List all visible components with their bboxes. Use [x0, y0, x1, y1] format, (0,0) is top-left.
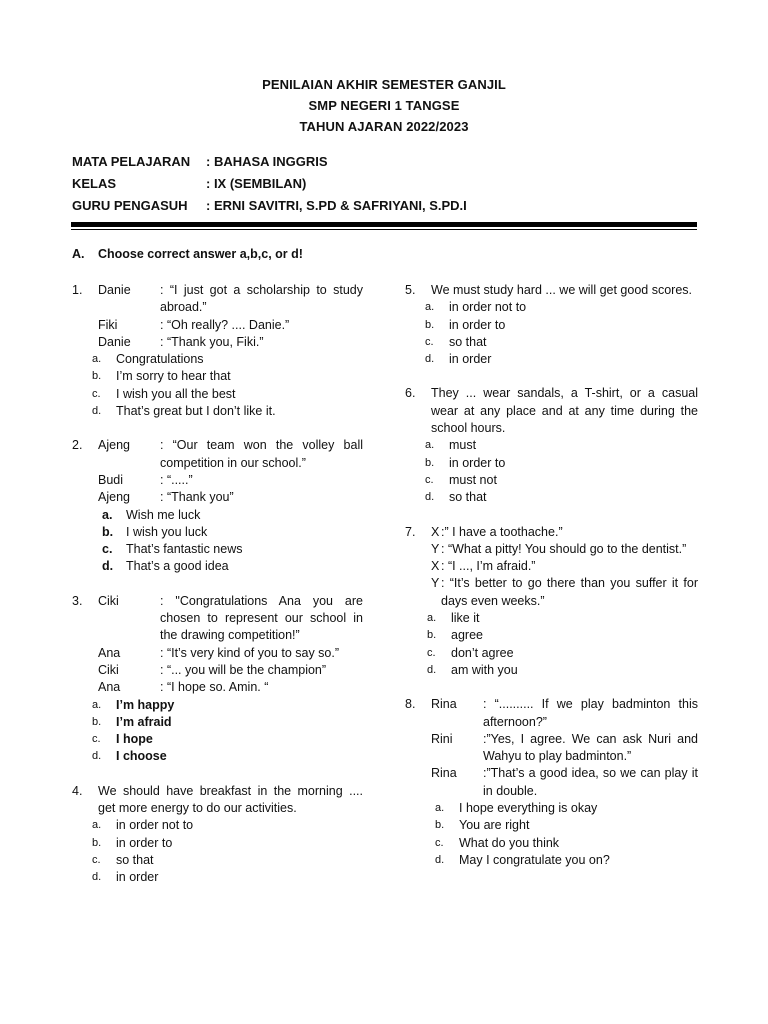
option-text: What do you think	[459, 835, 560, 850]
option-letter: a.	[102, 507, 113, 522]
option-text: in order	[449, 352, 492, 367]
answer-options	[435, 800, 698, 869]
question-number: 6.	[405, 386, 416, 401]
option-letter: b.	[425, 456, 435, 469]
option-text: in order to	[449, 455, 506, 470]
option-letter: a.	[425, 301, 435, 314]
academic-year: TAHUN AJARAN 2022/2023	[299, 119, 469, 134]
dialog-line	[98, 662, 363, 679]
info-label: GURU PENGASUH	[72, 198, 188, 213]
option-text: I hope everything is okay	[459, 801, 598, 816]
speaker: X	[431, 559, 440, 574]
speaker: Ana	[98, 645, 121, 660]
answer-option[interactable]	[435, 817, 698, 834]
question-4	[72, 783, 363, 887]
question-1	[72, 282, 363, 420]
dialog-text: :”Yes, I agree. We can ask Nuri and Wahyu to play badminton.”	[483, 731, 698, 764]
info-label: MATA PELAJARAN	[72, 154, 191, 169]
answer-option[interactable]	[92, 817, 363, 834]
option-text: I’m happy	[116, 697, 175, 712]
answer-options	[92, 817, 363, 886]
dialog-line	[431, 575, 698, 610]
speaker: Fiki	[98, 317, 118, 332]
dialog-line	[431, 696, 698, 731]
option-letter: b.	[92, 370, 102, 383]
option-text: Wish me luck	[126, 507, 201, 522]
option-letter: b.	[427, 629, 437, 642]
dialog-text: : “It’s better to go there than you suffer it for days even weeks.”	[441, 576, 698, 608]
option-letter: c.	[92, 733, 101, 746]
option-text: I wish you all the best	[116, 386, 236, 401]
answer-option[interactable]	[92, 731, 363, 748]
dialog-text: : “I ..., I’m afraid.”	[441, 559, 536, 574]
option-text: so that	[116, 852, 154, 867]
question-5	[405, 282, 698, 368]
question-stem: We must study hard ... we will get good scores.	[431, 283, 692, 297]
answer-option[interactable]	[425, 351, 698, 368]
exam-info	[72, 151, 692, 217]
info-value: : BAHASA INGGRIS	[206, 154, 328, 169]
answer-option[interactable]	[92, 852, 363, 869]
info-value: : IX (SEMBILAN)	[206, 176, 307, 191]
dialog-line	[98, 489, 363, 506]
answer-options	[92, 351, 363, 420]
option-text: in order not to	[116, 818, 194, 833]
info-row-class	[72, 173, 692, 195]
option-letter: c.	[425, 473, 434, 486]
answer-option[interactable]	[425, 317, 698, 334]
speaker: Rini	[431, 731, 453, 746]
option-text: so that	[449, 490, 487, 505]
option-text: so that	[449, 334, 487, 349]
option-text: I wish you luck	[126, 524, 208, 539]
option-letter: a.	[427, 612, 437, 625]
option-letter: c.	[427, 646, 436, 659]
option-text: I’m sorry to hear that	[116, 369, 231, 384]
header-divider-thick	[71, 222, 697, 227]
dialog-line	[431, 765, 698, 800]
answer-option[interactable]	[92, 403, 363, 420]
speaker: Ana	[98, 680, 121, 695]
answer-options	[102, 507, 363, 576]
option-text: in order not to	[449, 300, 527, 315]
dialog-text: : “... you will be the champion”	[160, 662, 327, 677]
answer-option[interactable]	[425, 489, 698, 506]
option-text: must	[449, 438, 477, 453]
dialog-line	[98, 282, 363, 317]
dialog-text: : “Oh really? .... Danie.”	[160, 317, 290, 332]
question-number: 4.	[72, 783, 83, 798]
dialog-text: : “I hope so. Amin. “	[160, 680, 269, 695]
option-text: in order to	[116, 835, 173, 850]
option-letter: a.	[435, 802, 445, 815]
dialog-line	[98, 472, 363, 489]
answer-options	[425, 437, 698, 506]
option-text: You are right	[459, 818, 530, 833]
answer-option[interactable]	[427, 627, 698, 644]
answer-option[interactable]	[435, 852, 698, 869]
answer-option[interactable]	[92, 386, 363, 403]
speaker: X	[431, 524, 440, 539]
option-letter: b.	[92, 715, 102, 728]
question-number: 3.	[72, 593, 83, 608]
dialog-text: : “Thank you, Fiki.”	[160, 334, 264, 349]
answer-option[interactable]	[425, 455, 698, 472]
dialog-text: :”That’s a good idea, so we can play it in double.	[483, 766, 698, 798]
answer-option[interactable]	[92, 869, 363, 886]
answer-option[interactable]	[102, 541, 363, 558]
dialog-line	[98, 437, 363, 472]
question-2	[72, 437, 363, 575]
answer-option[interactable]	[102, 558, 363, 575]
option-text: That’s fantastic news	[126, 542, 243, 557]
answer-option[interactable]	[435, 835, 698, 852]
info-label: KELAS	[72, 176, 117, 191]
option-letter: d.	[92, 750, 102, 763]
question-number: 2.	[72, 438, 83, 453]
dialog-text: : “I just got a scholarship to study abroad.”	[160, 283, 363, 315]
dialog-text: : “Thank you”	[160, 490, 234, 505]
option-letter: c.	[92, 853, 101, 866]
info-row-subject	[72, 151, 692, 173]
speaker: Ciki	[98, 593, 119, 608]
answer-option[interactable]	[425, 437, 698, 454]
question-7	[405, 524, 698, 680]
question-number: 1.	[72, 283, 83, 297]
dialog-text: : “.......... If we play badminton this afternoon?”	[483, 697, 698, 729]
question-stem: We should have breakfast in the morning .... get more energy to do our activities.	[98, 783, 363, 816]
question-number: 7.	[405, 524, 416, 539]
option-letter: c.	[102, 542, 113, 557]
question-stem: They ... wear sandals, a T-shirt, or a casual wear at any place and at any time during the school hours.	[431, 386, 698, 436]
answer-options	[425, 299, 698, 368]
option-letter: c.	[425, 335, 434, 348]
option-text: agree	[451, 628, 483, 643]
option-letter: d.	[427, 663, 437, 676]
option-letter: a.	[92, 353, 102, 366]
dialog-line	[98, 645, 363, 662]
option-text: must not	[449, 472, 497, 487]
dialog-line	[98, 593, 363, 645]
option-letter: d.	[425, 353, 435, 366]
option-letter: a.	[92, 698, 102, 711]
speaker: Budi	[98, 472, 124, 487]
answer-option[interactable]	[102, 507, 363, 524]
question-3	[72, 593, 363, 766]
section-heading	[72, 247, 303, 261]
section-instruction: Choose correct answer a,b,c, or d!	[98, 247, 303, 261]
option-text: like it	[451, 611, 480, 626]
info-value: : ERNI SAVITRI, S.PD & SAFRIYANI, S.PD.I	[206, 198, 467, 213]
dialog-line	[98, 334, 363, 351]
document-header	[0, 74, 768, 137]
school-name: SMP NEGERI 1 TANGSE	[308, 98, 460, 113]
question-number: 8.	[405, 697, 416, 712]
speaker: Ajeng	[98, 438, 130, 453]
answer-option[interactable]	[92, 697, 363, 714]
option-letter: d.	[92, 871, 102, 884]
option-letter: b.	[92, 836, 102, 849]
speaker: Rina	[431, 766, 457, 781]
dialog-text: : "Congratulations Ana you are chosen to represent our school in the drawing competition!”	[160, 593, 363, 643]
option-text: I’m afraid	[116, 714, 172, 729]
option-text: Congratulations	[116, 352, 204, 367]
speaker: Danie	[98, 283, 131, 297]
option-text: That’s great but I don’t like it.	[116, 404, 276, 419]
answer-option[interactable]	[92, 714, 363, 731]
option-text: don’t agree	[451, 645, 514, 660]
speaker: Y	[431, 541, 440, 556]
answer-option[interactable]	[427, 662, 698, 679]
dialog-line	[431, 731, 698, 766]
option-text: in order	[116, 870, 159, 885]
option-letter: b.	[425, 318, 435, 331]
dialog-text: : “It’s very kind of you to say so.”	[160, 645, 340, 660]
speaker: Ajeng	[98, 490, 130, 505]
option-letter: c.	[92, 387, 101, 400]
answer-option[interactable]	[435, 800, 698, 817]
option-letter: d.	[425, 491, 435, 504]
dialog-text: : “.....”	[160, 472, 193, 487]
answer-option[interactable]	[427, 610, 698, 627]
option-text: May I congratulate you on?	[459, 852, 610, 867]
dialog-line	[98, 317, 363, 334]
dialog-line	[431, 558, 698, 575]
question-6	[405, 385, 698, 506]
answer-option[interactable]	[425, 334, 698, 351]
answer-option[interactable]	[427, 645, 698, 662]
answer-option[interactable]	[92, 368, 363, 385]
answer-option[interactable]	[92, 351, 363, 368]
dialog-line	[98, 679, 363, 696]
option-letter: b.	[435, 819, 445, 832]
answer-options	[427, 610, 698, 679]
dialog-text: :” I have a toothache.”	[441, 524, 563, 539]
answer-options	[92, 697, 363, 766]
dialog-line	[431, 524, 698, 541]
speaker: Y	[431, 576, 440, 591]
question-number: 5.	[405, 283, 416, 297]
option-text: I choose	[116, 749, 167, 764]
option-letter: a.	[92, 819, 102, 832]
option-text: I hope	[116, 732, 153, 747]
dialog-text: : “Our team won the volley ball competition in our school.”	[160, 438, 363, 470]
answer-option[interactable]	[425, 472, 698, 489]
dialog-line	[431, 541, 698, 558]
question-8	[405, 696, 698, 869]
option-letter: b.	[102, 524, 114, 539]
exam-title: PENILAIAN AKHIR SEMESTER GANJIL	[262, 77, 506, 92]
section-letter: A.	[72, 247, 85, 261]
option-letter: a.	[425, 439, 435, 452]
answer-option[interactable]	[102, 524, 363, 541]
speaker: Danie	[98, 334, 131, 349]
option-text: am with you	[451, 662, 518, 677]
option-letter: c.	[435, 836, 444, 849]
right-column	[405, 282, 698, 886]
option-letter: d.	[435, 853, 445, 866]
option-text: in order to	[449, 317, 506, 332]
option-letter: d.	[92, 405, 102, 418]
left-column	[72, 282, 363, 904]
speaker: Ciki	[98, 662, 119, 677]
speaker: Rina	[431, 697, 457, 712]
answer-option[interactable]	[92, 748, 363, 765]
option-text: That’s a good idea	[126, 559, 229, 574]
info-row-teacher	[72, 195, 692, 217]
option-letter: d.	[102, 559, 114, 574]
dialog-text: : “What a pitty! You should go to the dentist.”	[441, 541, 687, 556]
header-divider-thin	[71, 229, 697, 230]
answer-option[interactable]	[92, 835, 363, 852]
answer-option[interactable]	[425, 299, 698, 316]
